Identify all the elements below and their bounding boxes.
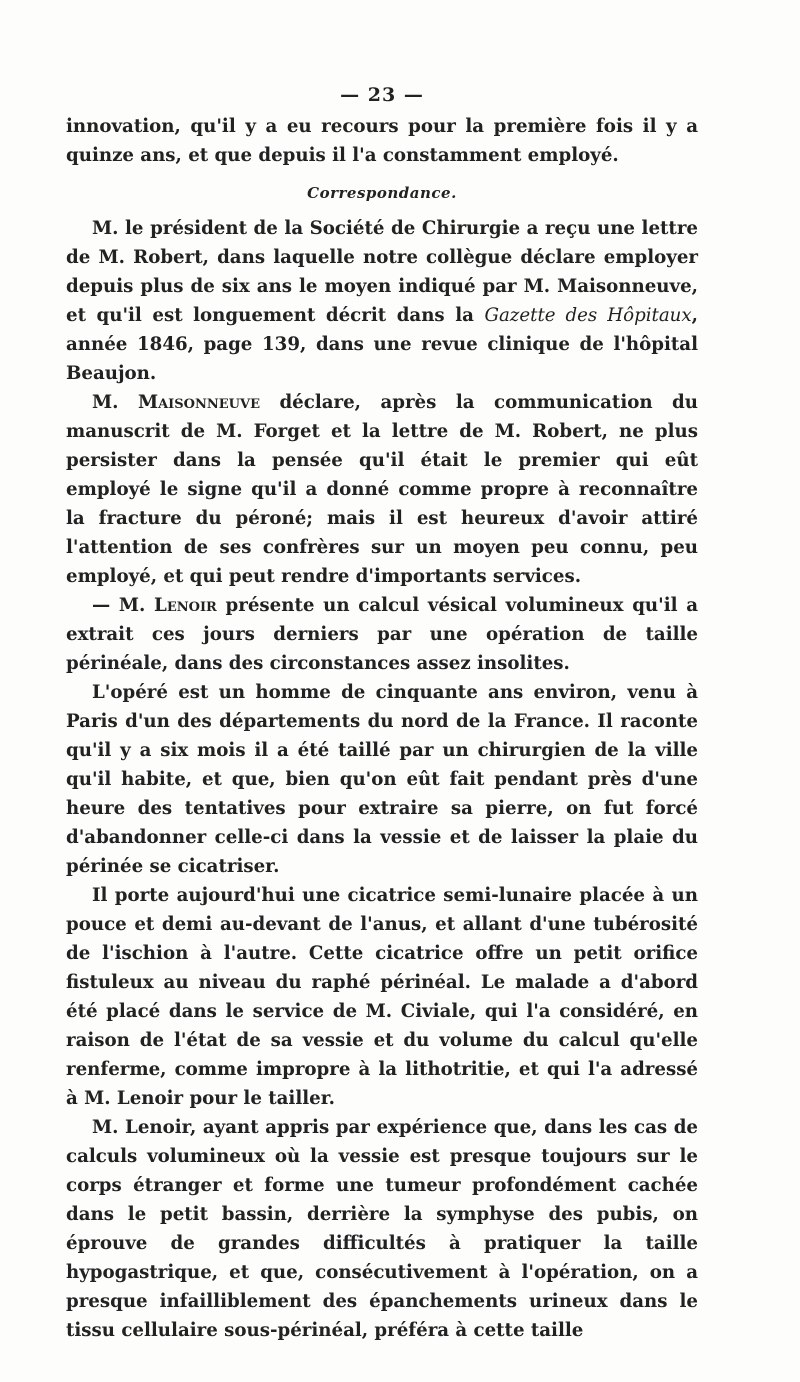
paragraph-robert-letter <box>66 214 698 388</box>
page-number: — 23 — <box>340 84 424 106</box>
journal-title: Gazette des Hôpitaux <box>484 305 692 326</box>
paragraph-text: déclare, après la communication du manuscrit de M. Forget et la lettre de M. Robert, ne plus persister dans la pensée qu'il était le premier qui eût employé le signe qu'il a donné comme propre à reconnaître la fracture du péroné; mais il est heureux d'avoir attiré l'attention de ses confrères sur un moyen peu connu, peu employé, et qui peut rendre d'importants services. <box>66 392 699 587</box>
author-name: Maisonneuve <box>137 392 260 413</box>
paragraph-scar: Il porte aujourd'hui une cicatrice semi-lunaire placée à un pouce et demi au-devant de l'anus, et allant d'une tubérosité de l'ischion à l'autre. Cette cicatrice offre un petit orifice fistuleux au niveau du raphé périnéal. Le malade a d'abord été placé dans le service de M. Civiale, qui l'a considéré, en raison de l'état de sa vessie et du volume du calcul qu'elle renferme, comme impropre à la lithotritie, et qui l'a adressé à M. Lenoir pour le tailler. <box>66 885 698 1109</box>
author-name: Lenoir <box>154 595 217 616</box>
section-title: Correspondance. <box>307 184 457 202</box>
paragraph-maisonneuve <box>66 388 698 591</box>
paragraph-text: M. <box>92 392 138 413</box>
paragraph-patient: L'opéré est un homme de cinquante ans environ, venu à Paris d'un des départements du nord de la France. Il raconte qu'il y a six mois il a été taillé par un chirurgien de la ville qu'il habite, et que, bien qu'on eût fait pendant près d'une heure des tentatives pour extraire sa pierre, on fut forcé d'abandonner celle-ci dans la vessie et de laisser la plaie du périnée se cicatriser. <box>66 682 698 877</box>
paragraph-text: , année 1846, page 139, dans une revue clinique de l'hôpital Beaujon. <box>66 305 698 384</box>
paragraph-text: — M. <box>92 595 155 616</box>
paragraph-lenoir <box>66 591 698 678</box>
document-page <box>66 84 698 1345</box>
paragraph-procedure: M. Lenoir, ayant appris par expérience que, dans les cas de calculs volumineux où la vessie est presque toujours sur le corps étranger et forme une tumeur profondément cachée dans le petit bassin, derrière la symphyse des pubis, on éprouve de grandes difficultés à pratiquer la taille hypogastrique, et que, consécutivement à l'opération, on a presque infailliblement des épanchements urineux dans le tissu cellulaire sous-périnéal, préféra à cette taille <box>66 1117 698 1341</box>
paragraph-text: M. le président de la Société de Chirurgie a reçu une lettre de M. Robert, dans laquelle notre collègue déclare employer depuis plus de six ans le moyen indiqué par M. Maisonneuve, et qu'il est longuement décrit dans la <box>66 218 698 326</box>
paragraph-continuation: innovation, qu'il y a eu recours pour la première fois il y a quinze ans, et que depuis il l'a constamment employé. <box>66 116 698 166</box>
paragraph-text: présente un calcul vésical volumineux qu'il a extrait ces jours derniers par une opération de taille périnéale, dans des circonstances assez insolites. <box>66 595 698 674</box>
